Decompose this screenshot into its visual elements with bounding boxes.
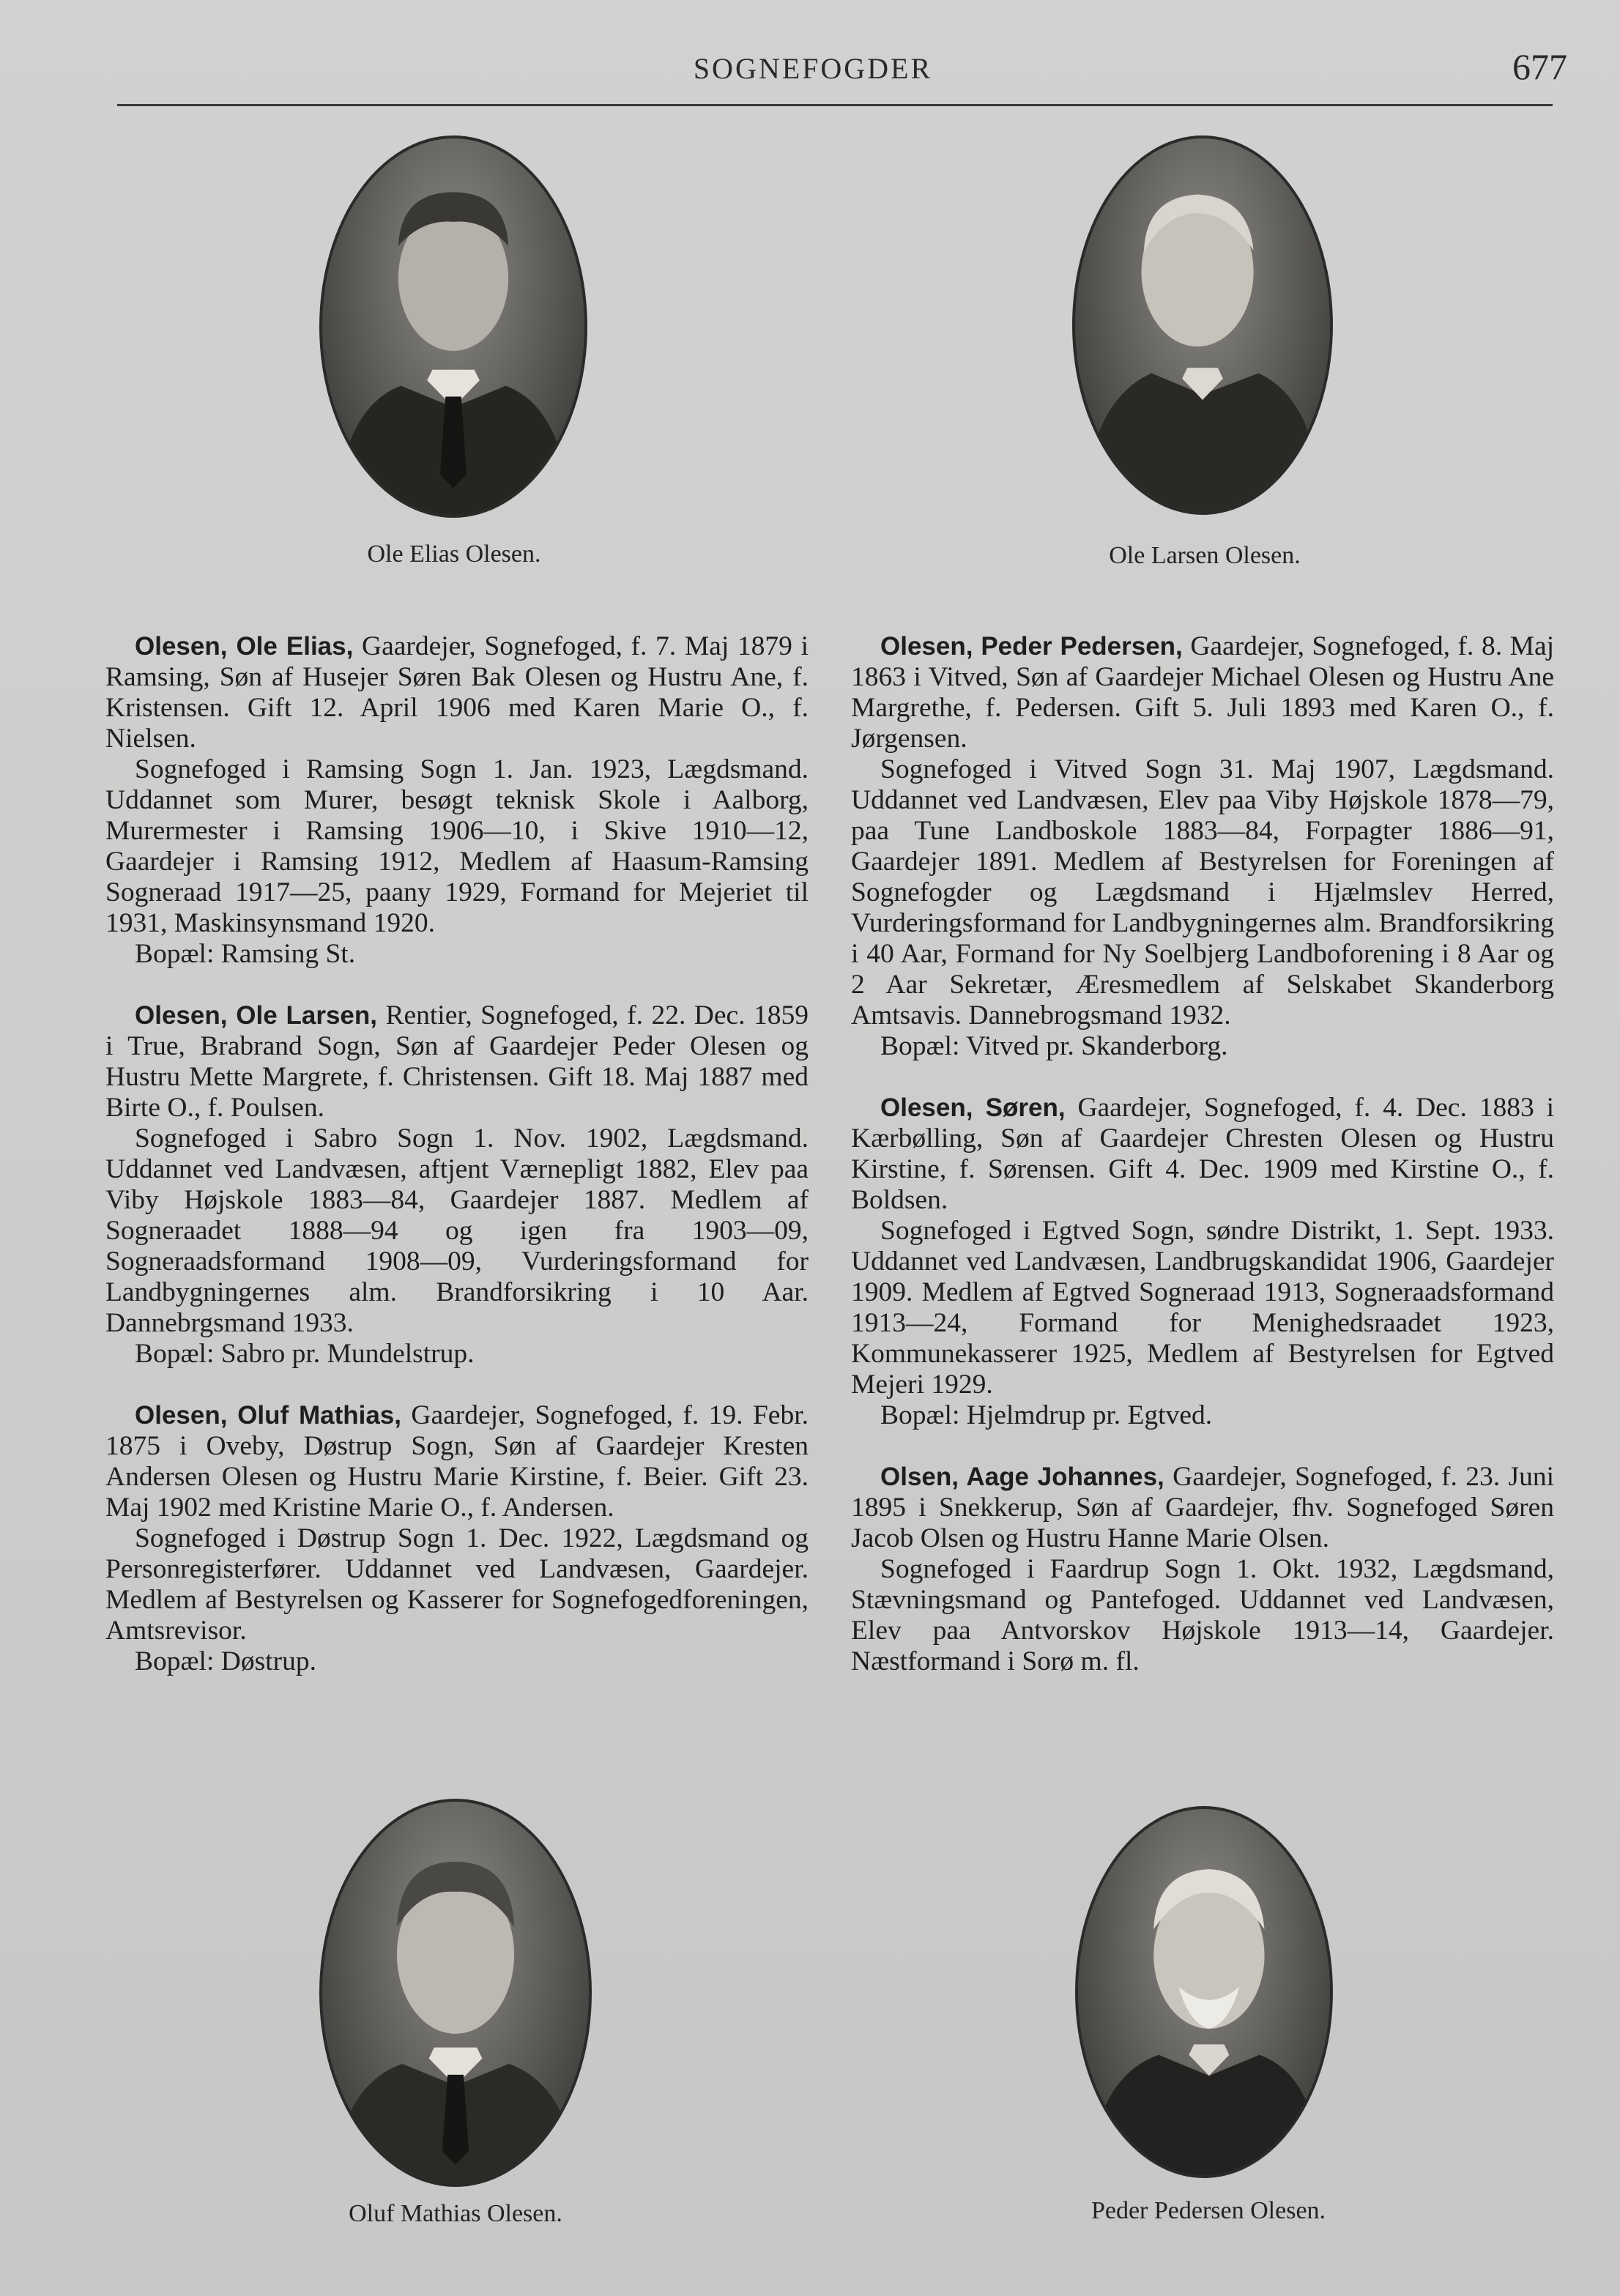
entry-name: Olesen, Ole Elias,	[135, 632, 354, 661]
entry-soren-olesen	[851, 1093, 1554, 1431]
entry-residence: Bopæl: Sabro pr. Mundelstrup.	[135, 1339, 475, 1369]
page-number: 677	[1512, 46, 1567, 87]
entry-body: Sognefoged i Faardrup Sogn 1. Okt. 1932, Lægdsmand, Stævningsmand og Pantefoged. Uddannet ved Landvæsen, Elev paa Antvorskov Højskole 1913—14, Gaardejer. Næstformand i Sorø m. fl.	[851, 1554, 1554, 1676]
entry-body: Sognefoged i Vitved Sogn 31. Maj 1907, Lægdsmand. Uddannet ved Landvæsen, Elev paa Viby Højskole 1878—79, paa Tune Landboskole 1883—84, Forpagter 1886—91, Gaardejer 1891. Medlem af Bestyrelsen for Foreningen af Sognefogder og Lægdsmand i Hjælmslev Herred, Vurderingsformand for Landbygningernes alm. Brandforsikring i 40 Aar, Formand for Ny Soelbjerg Landboforening i 8 Aar og 2 Aar Sekretær, Æresmedlem af Selskabet Skanderborg Amtsavis. Dannebrogsmand 1932.	[851, 754, 1554, 1030]
portrait-oluf-mathias-olesen	[319, 1799, 592, 2187]
entry-body: Sognefoged i Ramsing Sogn 1. Jan. 1923, Lægdsmand. Uddannet som Murer, besøgt teknisk Skole i Aalborg, Murermester i Ramsing 1906—10, i Skive 1910—12, Gaardejer i Ramsing 1912, Medlem af Haasum-Ramsing Sogneraad 1917—25, paany 1929, Formand for Mejeriet til 1931, Maskinsynsmand 1920.	[105, 754, 809, 938]
entry-name: Olesen, Oluf Mathias,	[135, 1401, 401, 1430]
entry-oluf-mathias-olesen	[105, 1400, 809, 1677]
entry-intro: Gaardejer, Sognefoged, f. 4. Dec. 1883 i Kærbølling, Søn af Gaardejer Chresten Olesen og Hustru Kirstine, f. Sørensen. Gift 4. Dec. 1909 med Kirstine O., f. Boldsen.	[851, 1093, 1554, 1215]
portrait-caption-top-right: Ole Larsen Olesen.	[1109, 542, 1301, 569]
entry-name: Olesen, Søren,	[880, 1093, 1066, 1122]
entry-residence: Bopæl: Vitved pr. Skanderborg.	[880, 1031, 1228, 1061]
portrait-caption-bottom-right: Peder Pedersen Olesen.	[1090, 2197, 1326, 2224]
entry-name: Olesen, Ole Larsen,	[135, 1001, 377, 1030]
portrait-ole-elias-olesen	[319, 135, 587, 518]
entry-intro: Gaardejer, Sognefoged, f. 8. Maj 1863 i Vitved, Søn af Gaardejer Michael Olesen og Hustru Ane Margrethe, f. Pedersen. Gift 5. Juli 1893 med Karen O., f. Jørgensen.	[851, 631, 1555, 754]
entry-body: Sognefoged i Egtved Sogn, søndre Distrikt, 1. Sept. 1933. Uddannet ved Landvæsen, Landbrugskandidat 1906, Gaardejer 1909. Medlem af Egtved Sogneraad 1913, Sogneraadsformand 1913—24, Formand for Menighedsraadet 1923, Kommunekasserer 1925, Medlem af Bestyrelsen for Egtved Mejeri 1929.	[851, 1216, 1554, 1400]
man-portrait-image	[322, 1802, 589, 2184]
portrait-caption-top-left: Ole Elias Olesen.	[367, 540, 541, 568]
man-portrait-image	[1078, 1809, 1330, 2175]
entry-aage-johannes-olsen	[851, 1462, 1554, 1677]
portrait-caption-bottom-left: Oluf Mathias Olesen.	[349, 2200, 562, 2227]
man-portrait-image	[1075, 138, 1330, 512]
man-portrait-image	[322, 138, 584, 515]
entry-ole-elias-olesen	[105, 631, 809, 970]
portrait-peder-pedersen-olesen	[1075, 1806, 1333, 2178]
running-header: SOGNEFOGDER	[693, 52, 933, 85]
entry-body: Sognefoged i Døstrup Sogn 1. Dec. 1922, Lægdsmand og Personregisterfører. Uddannet ved Landvæsen, Gaardejer. Medlem af Bestyrelsen og Kasserer for Sognefogedforeningen, Amtsrevisor.	[105, 1523, 809, 1646]
entry-residence: Bopæl: Ramsing St.	[135, 939, 356, 969]
entry-name: Olsen, Aage Johannes,	[880, 1463, 1164, 1491]
portrait-ole-larsen-olesen	[1072, 135, 1333, 515]
entry-intro: Gaardejer, Sognefoged, f. 19. Febr. 1875 i Oveby, Døstrup Sogn, Søn af Gaardejer Kresten Andersen Olesen og Hustru Marie Kirstine, f. Beier. Gift 23. Maj 1902 med Kristine Marie O., f. Andersen.	[105, 1400, 809, 1523]
right-text-column	[851, 631, 1554, 1708]
entry-peder-pedersen-olesen	[851, 631, 1554, 1062]
entry-residence: Bopæl: Hjelmdrup pr. Egtved.	[880, 1400, 1213, 1430]
entry-intro: Rentier, Sognefoged, f. 22. Dec. 1859 i True, Brabrand Sogn, Søn af Gaardejer Peder Olesen og Hustru Mette Margrete, f. Christensen. Gift 18. Maj 1887 med Birte O., f. Poulsen.	[105, 1000, 809, 1123]
entry-intro: Gaardejer, Sognefoged, f. 7. Maj 1879 i Ramsing, Søn af Husejer Søren Bak Olesen og Hustru Ane, f. Kristensen. Gift 12. April 1906 med Karen Marie O., f. Nielsen.	[105, 631, 809, 754]
entry-intro: Gaardejer, Sognefoged, f. 23. Juni 1895 i Snekkerup, Søn af Gaardejer, fhv. Sognefoged Søren Jacob Olsen og Hustru Hanne Marie Olsen.	[851, 1462, 1554, 1553]
entry-residence: Bopæl: Døstrup.	[135, 1646, 316, 1676]
entry-name: Olesen, Peder Pedersen,	[880, 632, 1183, 661]
entry-body: Sognefoged i Sabro Sogn 1. Nov. 1902, Lægdsmand. Uddannet ved Landvæsen, aftjent Værnepligt 1882, Elev paa Viby Højskole 1883—84, Gaardejer 1887. Medlem af Sogneraadet 1888—94 og igen fra 1903—09, Sogneraadsformand 1908—09, Vurderingsformand for Landbygningernes alm. Brandforsikring i 10 Aar. Dannebrgsmand 1933.	[105, 1123, 809, 1338]
left-text-column	[105, 631, 809, 1708]
entry-ole-larsen-olesen	[105, 1000, 809, 1370]
header-rule	[117, 104, 1553, 106]
